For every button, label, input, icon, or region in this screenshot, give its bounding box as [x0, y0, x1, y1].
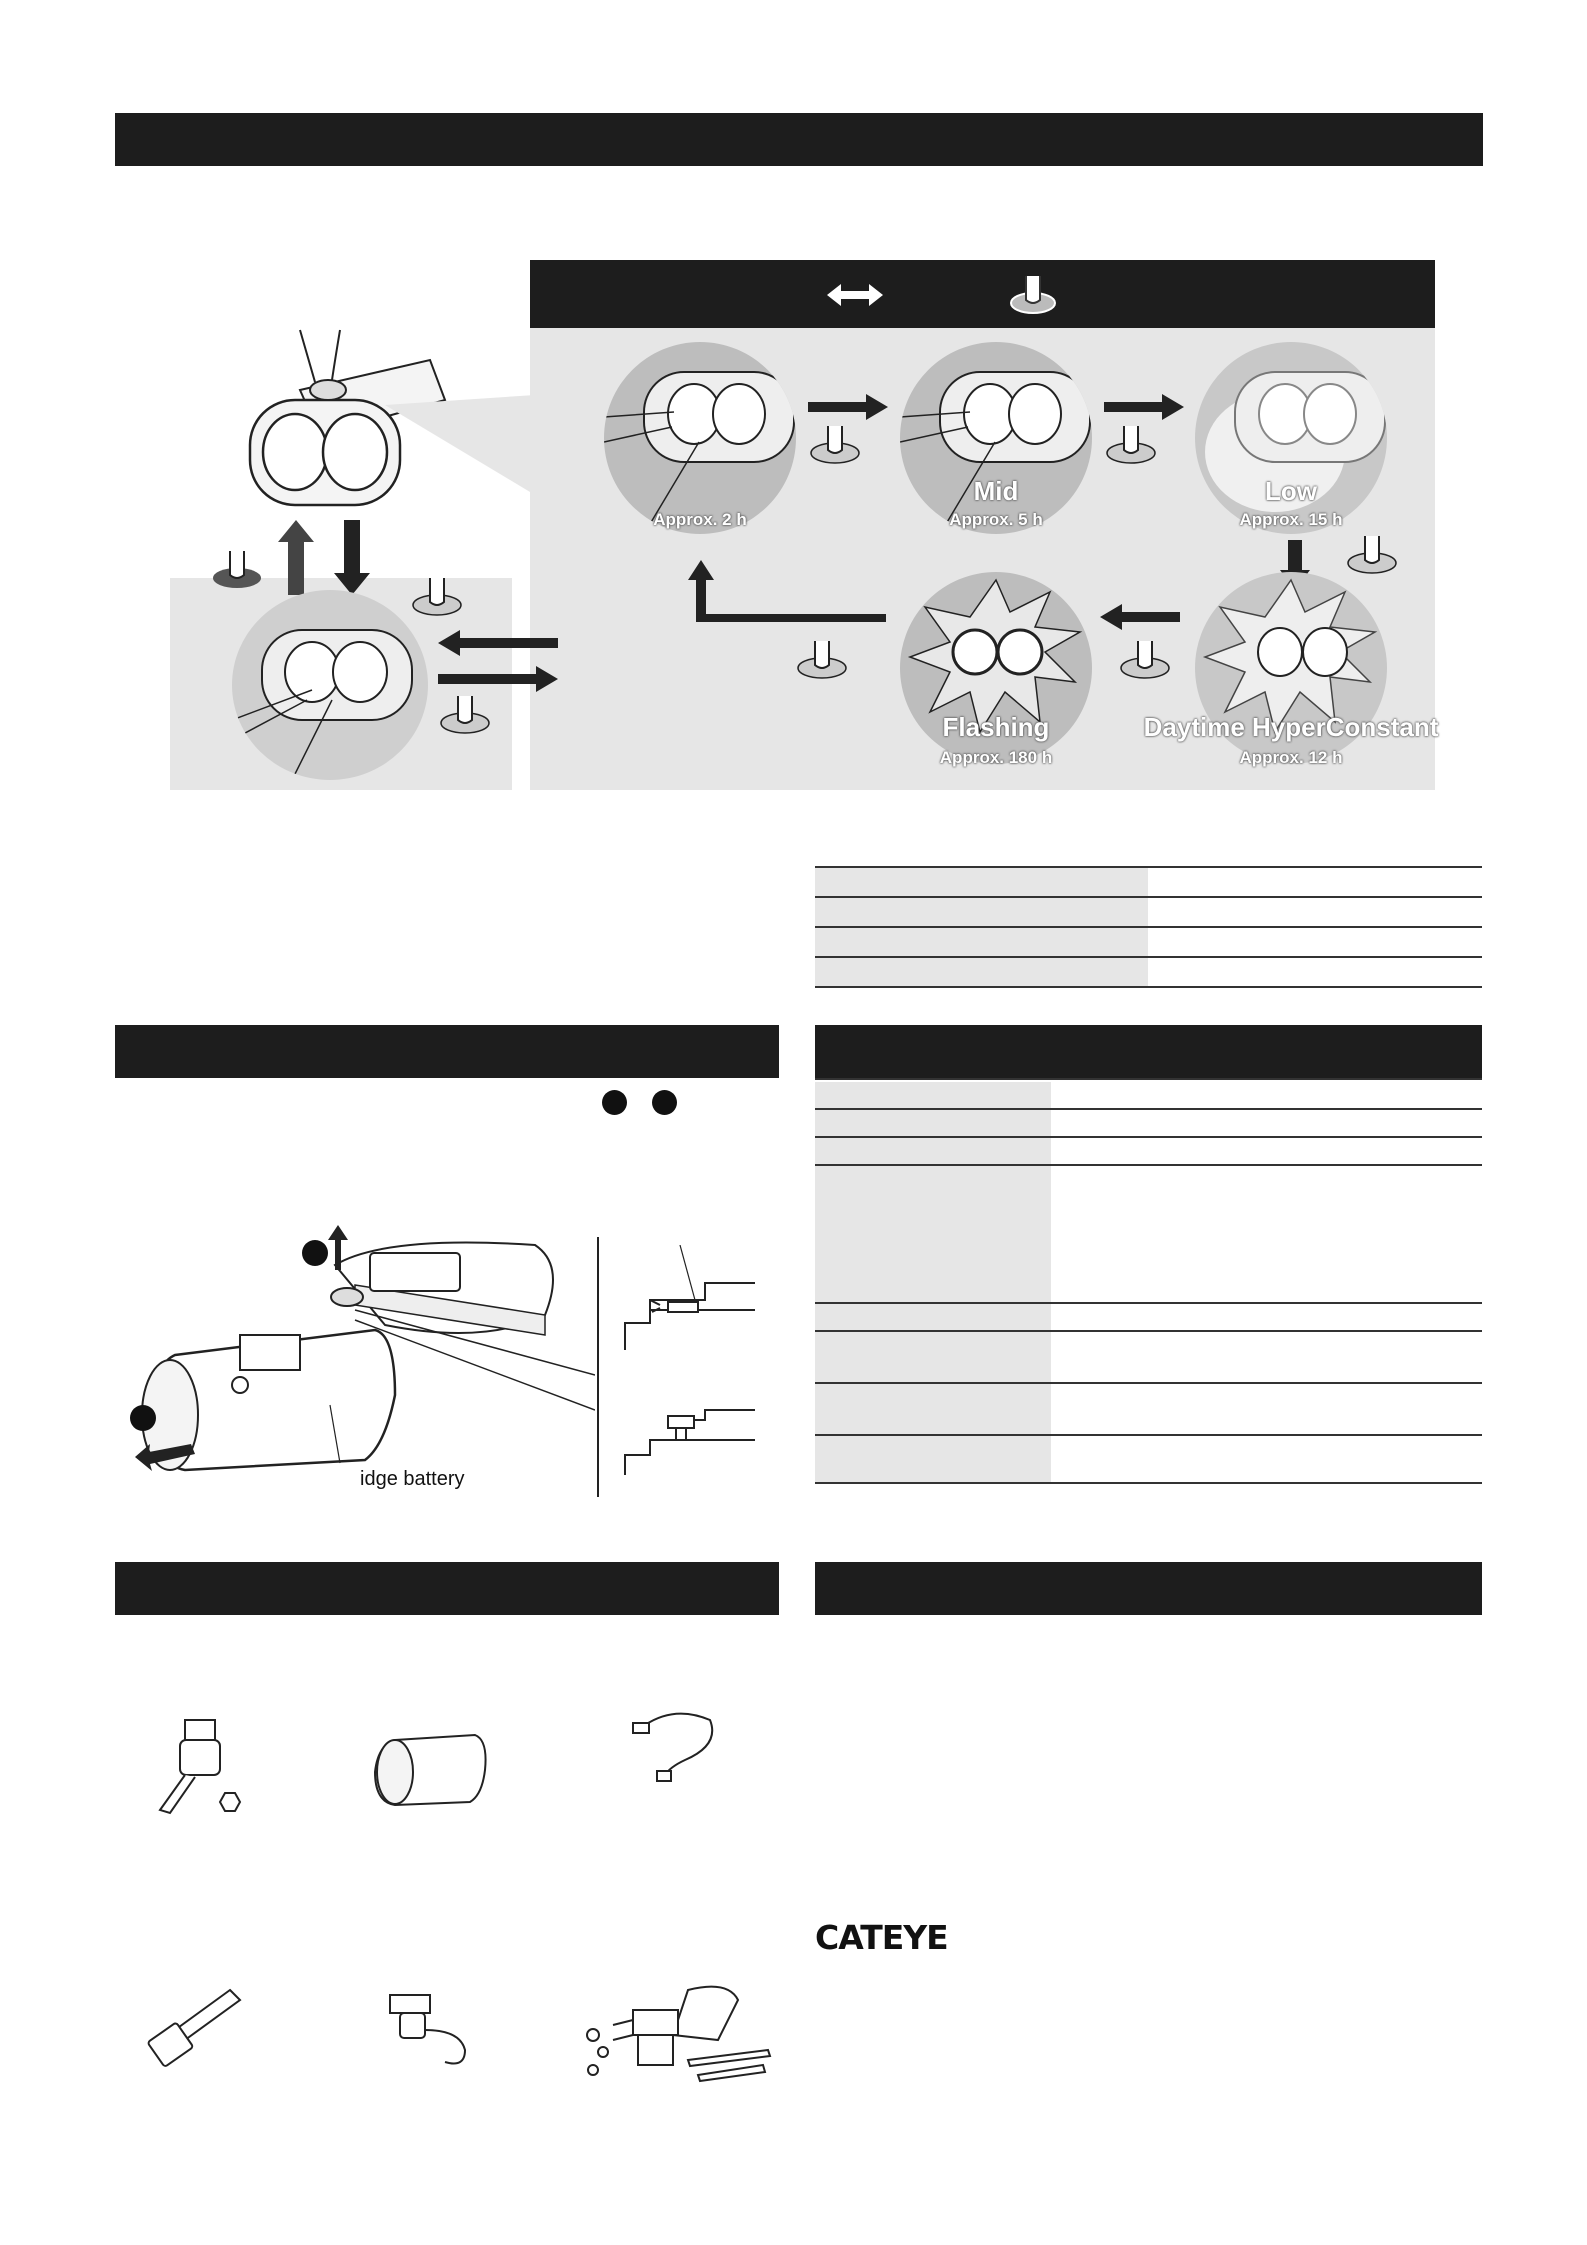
section-header-bar [815, 1562, 1482, 1615]
mode-time-label: Approx. 2 h [653, 510, 747, 529]
helmet-mount-illustration [380, 1990, 480, 2070]
table-row [815, 1082, 1482, 1110]
right-arrow-icon [808, 392, 888, 422]
table-row [815, 898, 1482, 928]
down-arrow-icon [334, 520, 370, 595]
right-arrow-icon [1104, 392, 1184, 422]
detail-figure [620, 1400, 760, 1500]
table-row [815, 1138, 1482, 1166]
mode-time-label: Approx. 180 h [939, 748, 1053, 767]
battery-removal-illustration [125, 1225, 595, 1505]
detail-divider [597, 1237, 599, 1497]
section-header-bar [115, 1025, 779, 1078]
table-row [815, 1332, 1482, 1384]
table-row [815, 1436, 1482, 1484]
mount-kit-illustration [578, 1980, 773, 2095]
step-marker [652, 1090, 677, 1115]
button-press-icon [210, 545, 265, 590]
mode-time-label: Approx. 12 h [1239, 748, 1343, 767]
button-press-icon [1008, 270, 1058, 316]
section-header-bar-top [115, 113, 1483, 166]
mode-panel-header [530, 260, 1435, 328]
table-row [815, 868, 1482, 898]
table-row [815, 1304, 1482, 1332]
up-arrow-icon [278, 520, 314, 595]
battery-label: idge battery [360, 1468, 465, 1490]
table-row [815, 1384, 1482, 1436]
return-arrow-icon [686, 560, 886, 630]
button-press-icon [1345, 530, 1400, 575]
table-row [815, 958, 1482, 988]
zoom-pointer [385, 395, 535, 495]
bracket-accessory-illustration [155, 1715, 245, 1815]
button-press-icon [410, 572, 465, 617]
mode-circle-high [604, 342, 796, 534]
button-press-icon [1104, 420, 1159, 465]
button-press-icon [438, 690, 493, 735]
cateye-logo: CATEYE [815, 1918, 948, 1957]
left-arrow-icon [438, 628, 558, 658]
detail-figure [620, 1245, 760, 1360]
button-press-icon [1118, 635, 1173, 680]
double-arrow-icon [825, 280, 885, 310]
table-row [815, 928, 1482, 958]
mode-name-label: Flashing [942, 712, 1050, 742]
button-press-icon [795, 635, 850, 680]
left-arrow-icon [1100, 602, 1180, 632]
mode-name-label: Daytime HyperConstant [1143, 712, 1439, 742]
section-header-bar [115, 1562, 779, 1615]
light-off-circle [232, 590, 428, 780]
mode-time-label: Approx. 15 h [1239, 510, 1343, 529]
table-row [815, 1110, 1482, 1138]
battery-accessory-illustration [370, 1730, 490, 1810]
mode-name-label: Low [1265, 476, 1317, 506]
table-row [815, 1166, 1482, 1304]
mode-name-label: Mid [973, 476, 1019, 506]
mode-time-label: Approx. 5 h [949, 510, 1043, 529]
step-marker [602, 1090, 627, 1115]
strap-accessory-illustration [145, 1985, 245, 2070]
section-header-bar [815, 1025, 1482, 1078]
button-press-icon [808, 420, 863, 465]
spec-table-top-rule [815, 1078, 1482, 1080]
usb-cable-illustration [625, 1705, 725, 1785]
